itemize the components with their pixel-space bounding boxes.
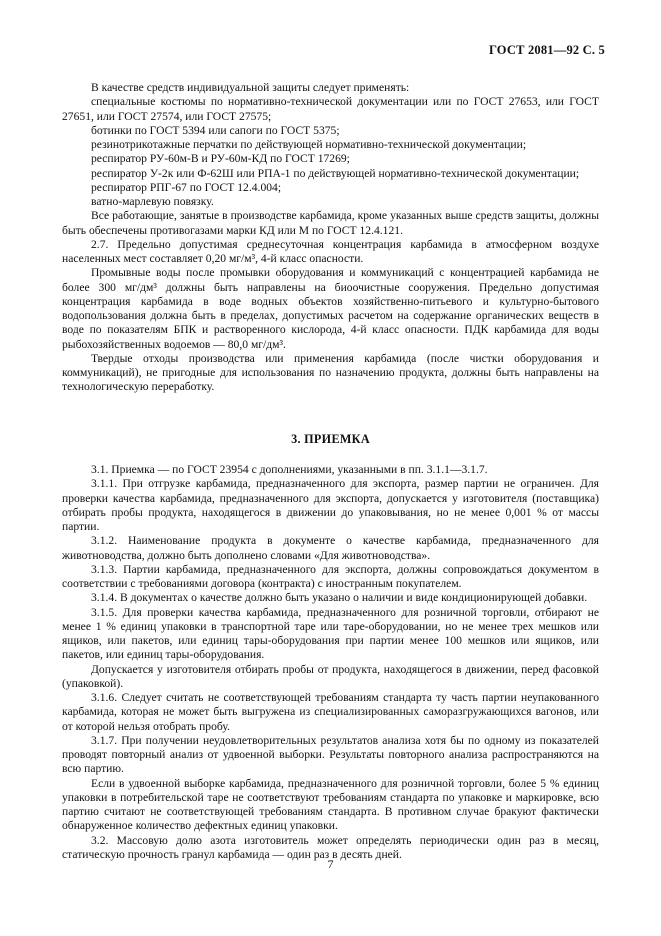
paragraph: ватно-марлевую повязку. [91,195,214,208]
paragraph: В качестве средств индивидуальной защиты следует применять: [91,81,410,94]
section-heading: 3. ПРИЕМКА [291,432,370,446]
paragraph: Все работающие, занятые в производстве карбамида, кроме указанных выше средств защиты, должны быть обеспечены противогазами марки КД или М по ГОСТ 12.4.121. [62,209,599,237]
paragraph: резинотрикотажные перчатки по действующей нормативно-технической документации; [91,138,527,151]
paragraph: респиратор У-2к или Ф-62Ш или РПА-1 по действующей нормативно-технической документации; [91,166,580,180]
paragraph: 3.1.2. Наименование продукта в документе о качестве карбамида, предназначенного для животноводства, должно быть дополнено словами «Для животноводства». [62,534,599,562]
page-header: ГОСТ 2081—92 С. 5 [488,43,605,57]
paragraph: 3.2. Массовую долю азота изготовитель может определять периодически один раз в месяц, статическую прочность гранул карбамида — один раз в десять дней. [62,833,599,861]
acceptance-section-text [62,463,599,862]
paragraph: 3.1.6. Следует считать не соответствующей требованиям стандарта ту часть партии неупакованного карбамида, которая не может быть выгружена из специализированных саморазгружающихся вагонов, или от которой нельзя отобрать пробу. [62,691,599,733]
paragraph: респиратор РУ-60м-В и РУ-60м-КД по ГОСТ 17269; [91,152,350,166]
paragraph: 2.7. Предельно допустимая среднесуточная концентрация карбамида в атмосферном воздухе населенных мест составляет 0,20 мг/м³, 4-й класс опасности. [62,237,599,265]
page-number: 7 [327,857,334,871]
paragraph: респиратор РПГ-67 по ГОСТ 12.4.004; [91,180,282,194]
paragraph: Допускается у изготовителя отбирать пробы от продукта, находящегося в движении, перед фасовкой (упаковкой). [62,662,599,690]
paragraph: 3.1.3. Партии карбамида, предназначенного для экспорта, должны сопровождаться документом в соответствии с требованиями договора (контракта) с иностранным покупателем. [62,562,599,590]
paragraph: Промывные воды после промывки оборудования и коммуникаций с концентрацией карбамида не более 300 мг/дм³ должны быть направлены на биоочистные сооружения. Предельно допустимая концентрация карбамида в воде водных объектов хозяйственно-питьевого и культурно-бытового водопользования должна быть в пределах, допустимых расчетом на содержание органических веществ в воде по показателям БПК и растворенного кислорода, 4-й класс опасности. ПДК карбамида для воды рыбохозяйственных водоемов — 80,0 мг/дм³. [62,266,599,351]
paragraph: 3.1.4. В документах о качестве должно быть указано о наличии и виде кондиционирующей добавки. [91,591,588,605]
paragraph: 3.1.5. Для проверки качества карбамида, предназначенного для розничной торговли, отбирают не менее 1 % единиц упаковки в транспортной таре или таре-оборудовании, но не менее трех мешков или ящиков, или пакетов, или единиц тары-оборудования при партии менее 100 мешков или ящиков, или пакетов, или единиц тары-оборудования. [62,605,599,662]
paragraph: ботинки по ГОСТ 5394 или сапоги по ГОСТ 5375; [91,123,340,137]
paragraph: 3.1. Приемка — по ГОСТ 23954 с дополнениями, указанными в пп. 3.1.1—3.1.7. [91,463,488,476]
paragraph: 3.1.1. При отгрузке карбамида, предназначенного для экспорта, размер партии не ограничен. Для проверки качества карбамида, предназначенного для экспорта, допускается у изготовителя (поставщика) отбирать пробы продукта, находящегося в движении до упаковывания, но не менее 0,001 % от массы партии. [62,477,599,533]
paragraph: Твердые отходы производства или применения карбамида (после чистки оборудования и коммуникаций), не пригодные для использования по назначению продукта, должны быть направлены на технологическую переработку. [62,351,599,394]
paragraph: 3.1.7. При получении неудовлетворительных результатов анализа хотя бы по одному из показателей проводят повторный анализ от удвоенной выборки. Результаты повторного анализа распространяются на всю партию. [62,733,599,776]
paragraph: специальные костюмы по нормативно-технической документации или по ГОСТ 27653, или ГОСТ 27651, или ГОСТ 27574, или ГОСТ 27575; [62,95,599,123]
safety-requirements-text [62,81,599,395]
paragraph: Если в удвоенной выборке карбамида, предназначенного для розничной торговли, более 5 % единиц упаковки в потребительской таре не соответствуют требованиям стандарта по упаковке и маркировке, всю партию считают не соответствующей требованиям стандарта. В противном случае бракуют фактически обнаруженное количество дефектных единиц упаковки. [62,776,599,833]
